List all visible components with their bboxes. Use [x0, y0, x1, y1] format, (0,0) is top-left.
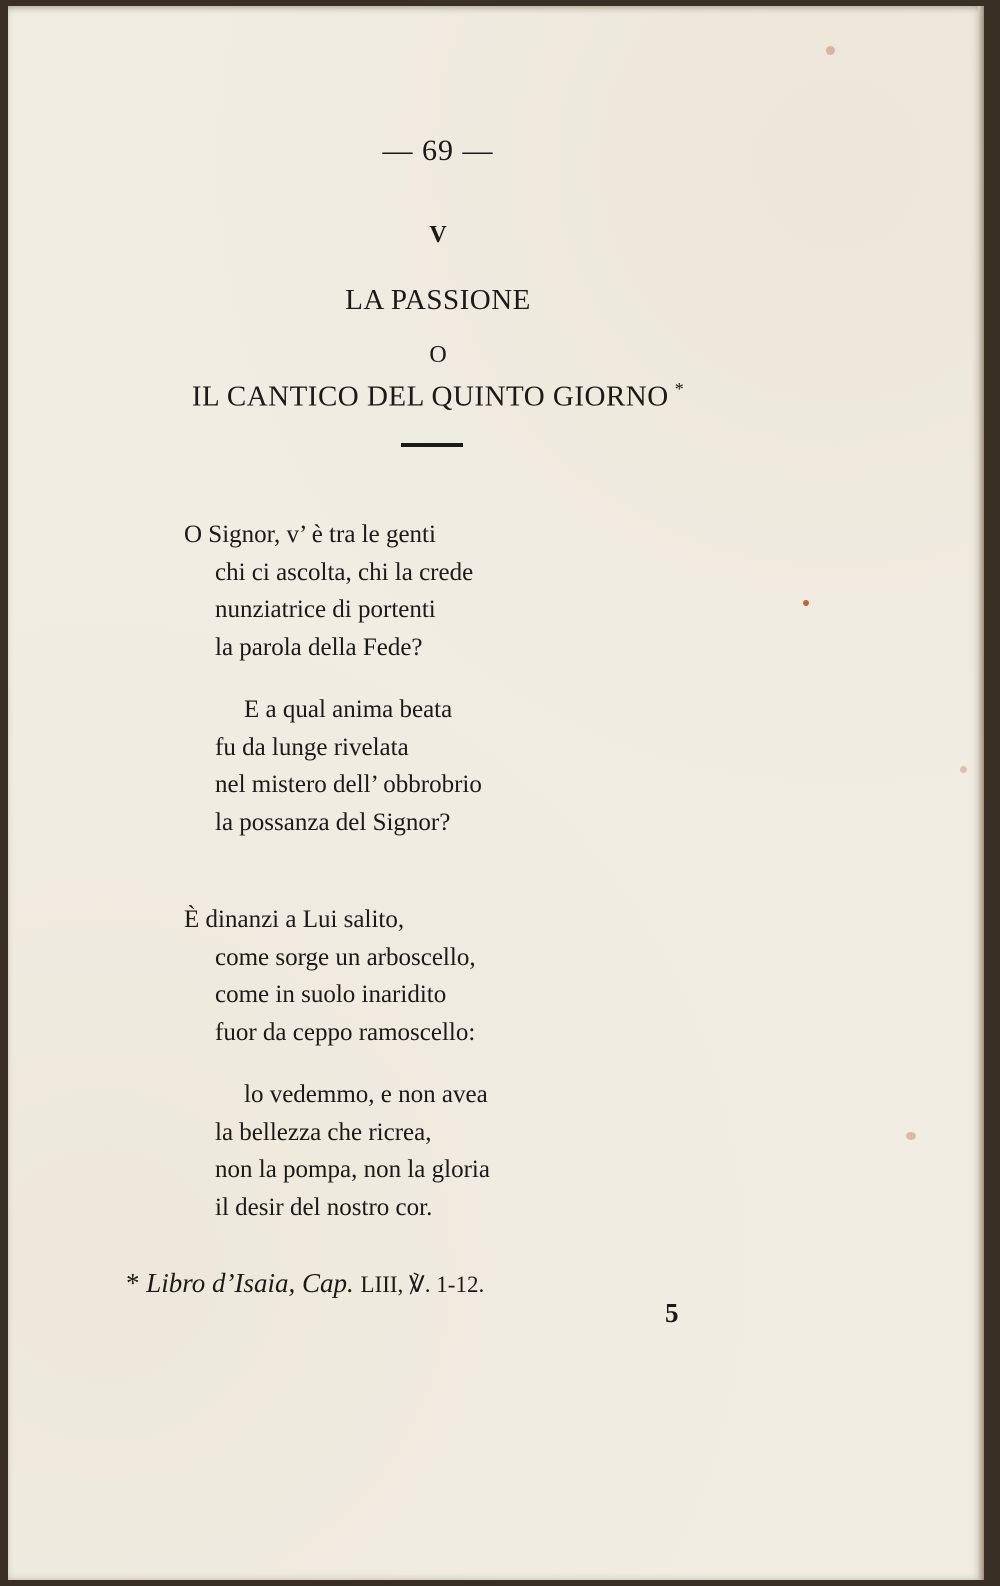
stanza-3: [184, 901, 476, 1051]
paper-foxing-spot: [960, 766, 967, 773]
verse-line: non la pompa, non la gloria: [215, 1156, 490, 1183]
footnote-reference: LIII, ℣. 1-12.: [360, 1272, 485, 1297]
title-line-2: [8, 379, 868, 414]
verse-line: nel mistero dell’ obbrobrio: [215, 771, 482, 798]
section-number: V: [429, 222, 447, 248]
paper-foxing-spot: [906, 1132, 916, 1140]
title-line-2-text: IL CANTICO DEL QUINTO GIORNO: [191, 380, 669, 413]
title-rule: [401, 443, 463, 447]
verse-line: nunziatrice di portenti: [215, 596, 436, 623]
paper-foxing-spot: [826, 46, 835, 55]
stanza-2: [184, 691, 482, 841]
verse-line: chi ci ascolta, chi la crede: [215, 558, 474, 586]
stanza-1: [184, 516, 473, 666]
verse-line: lo vedemmo, e non avea: [244, 1081, 488, 1108]
paper-foxing-spot: [803, 600, 809, 606]
verse-line: fuor da ceppo ramoscello:: [215, 1018, 476, 1046]
verse-line: È dinanzi a Lui salito,: [184, 906, 405, 933]
book-page: [8, 6, 984, 1580]
title-line-1: LA PASSIONE: [345, 284, 531, 316]
verse-line: la parola della Fede?: [215, 633, 423, 661]
verse-line: E a qual anima beata: [244, 696, 453, 723]
verse-line: la possanza del Signor?: [215, 808, 451, 836]
page-edge: [978, 6, 984, 1580]
stanza-4: [184, 1076, 490, 1226]
title-conjunction: O: [429, 342, 447, 368]
footnote: [126, 1268, 484, 1299]
signature-mark: 5: [665, 1298, 679, 1328]
verse-line: O Signor, v’ è tra le genti: [184, 521, 436, 548]
footnote-text: Libro d’Isaia, Cap.: [146, 1268, 354, 1298]
footnote-mark: *: [126, 1268, 140, 1298]
verse-line: la bellezza che ricrea,: [215, 1118, 432, 1146]
footnote-reference-mark: *: [674, 379, 685, 399]
page-number: — 69 —: [382, 134, 494, 167]
verse-line: fu da lunge rivelata: [215, 733, 409, 761]
verse-line: come sorge un arboscello,: [215, 943, 476, 971]
verse-line: come in suolo inaridito: [215, 981, 447, 1008]
verse-line: il desir del nostro cor.: [215, 1193, 433, 1221]
